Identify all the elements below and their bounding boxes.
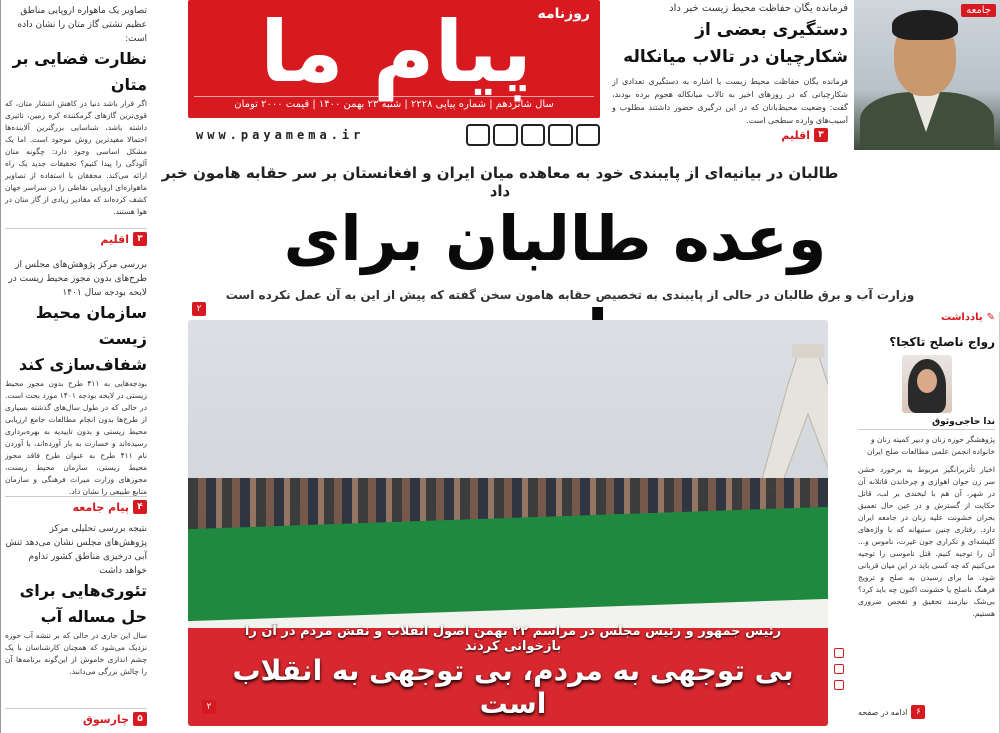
opinion-body: اخبار تأثربرانگیز مربوط به برخورد خشن سر زن جوان اهوازی و چرخاندن قاتلانه آن در شهر، آن هم با لبخندی بر لب، قاتل حکایت از گسترش و در عین حال تعمیق بحران خشونت علیه زنان در جامعه ایران دارد. رفتاری چنین ستیهانه که با واژه‌های کلیشه‌ای و تکراری جون غیرت، ناموس و... آن را توجیه کنیم. قتل ناموسی را توجیه می‌کنیم که چه کسی باید در این میان قربانی شود. ما برای رسیدن به صلح و ترویج فرهنگ ناصلح یا خشونت اکنون چه باید کرد؟ بی‌شک نیازمند تحقیق و تفحص ضروری هستیم.: [858, 465, 995, 618]
page-number-badge: ۵: [133, 712, 147, 726]
photo-headline[interactable]: بی توجهی به مردم، بی توجهی به انقلاب است: [232, 654, 794, 720]
page-number-badge: ۲: [202, 700, 216, 714]
main-photo-rally[interactable]: [188, 320, 828, 726]
page-number-badge: ۴: [133, 500, 147, 514]
section-tag-label: چارسوق: [83, 712, 129, 726]
face-shape: [917, 369, 937, 393]
opinion-kicker-label: یادداشت: [940, 312, 983, 323]
section-tag-eqlim[interactable]: [5, 228, 147, 246]
main-headline[interactable]: وعده طالبان برای: [283, 202, 827, 275]
decor-mark: [834, 648, 844, 658]
website-url[interactable]: www.payamema.ir: [196, 128, 365, 142]
logo-block: [466, 124, 490, 146]
page-number-badge: ۶: [911, 705, 925, 719]
headline-subhead: وزارت آب و برق طالبان در حالی از پایبندی به تخصیص حقابه هامون سخن گفته که پیش از این به آن عمل نکرده است: [225, 288, 915, 302]
author-name: ندا حاجی‌وثوق: [858, 417, 995, 430]
photo-page-badge: [202, 694, 216, 714]
opinion-kicker: [858, 312, 995, 323]
section-tag-charsough[interactable]: [5, 708, 147, 726]
story-body: بودجه‌هایی به ۴۱۱ طرح بدون مجوز محیط زیستی در لایحه بودجه ۱۴۰۱ مورد بحث است. در حالی که در طول سال‌های گذشته بسیاری از طرح‌ها بدون انجام مطالعات جامع ارزیابی محیط زیستی و بدون تاییدیه به بهره‌برداری رسیده‌اند و خسارت به بار آورده‌اند، با آوردن نام ۴۱۱ طرح به عنوان طرح فاقد مجوز محیط زیستی، سازمان محیط زیست، مجوزهای وزارت میراث فرهنگی و سازمان منابع طبیعی را نشان داد.: [5, 379, 147, 496]
headline-kicker: طالبان در بیانیه‌ای از پایبندی خود به معاهده میان ایران و افغانستان بر سر حقابه هامون خبر داد: [161, 164, 839, 200]
left-column: [0, 0, 152, 733]
continue-link[interactable]: [858, 705, 925, 719]
left-story-water[interactable]: [5, 522, 147, 678]
opinion-title[interactable]: رواج ناصلح تاکجا؟: [889, 335, 995, 349]
story-body: اگر قرار باشد دنیا در کاهش انتشار متان، که قوی‌ترین گازهای گرمکننده کره زمین، تاثیری داشته باشد، شناسایی بزرگترین آلاینده‌ها احتمالا مفیدترین روش موجود است. اما یک مشکل اساسی وجود دارد: چگونه متان آلودگی را پیدا کنیم؟ تحقیقات جدید یک راه ارائه می‌کند. محققان با استفاده از تصاویر ماهواره‌ای اروپایی نقاطی را در سراسر جهان کشف کرده‌اند که مقادیر زیادی از گاز متان در هوا هستند.: [5, 99, 147, 216]
decor-mark: [834, 680, 844, 690]
story-body: فرمانده یگان حفاظت محیط زیست با اشاره به دستگیری تعدادی از شکارچیانی که در روزهای اخیر به تالاب میانکاله هجوم برده بودند، گفت: وضعیت محیط‌بانان که در این درگیری حضور داشتند مطلوب و آسیب‌های وارده سطحی است.: [612, 77, 848, 125]
right-column-opinion[interactable]: [854, 312, 1000, 733]
masthead: [188, 0, 600, 118]
top-story-hunters[interactable]: [610, 0, 850, 148]
story-title[interactable]: سازمان محیط زیست شفاف‌سازی کند: [18, 303, 147, 374]
story-body: سال این جاری در حالی که بر تنشه آب حوزه نزدیک می‌شود که همچنان کارشناسان با یک چشم اندازی خاموش از این‌گونه برنامه‌ها آن را چالش بزرگی می‌دانند.: [5, 631, 147, 676]
page-number-badge: ۲: [192, 302, 206, 316]
continue-label: ادامه در صفحه: [858, 707, 908, 717]
note-icon: ✎: [986, 312, 995, 323]
decor-mark: [834, 664, 844, 674]
story-title[interactable]: دستگیری بعضی از شکارچیان در تالاب میانکاله: [623, 20, 848, 67]
headline-page-badge: [192, 296, 206, 316]
left-story-environment[interactable]: [5, 258, 147, 498]
logo-block: [493, 124, 517, 146]
story-title[interactable]: نظارت فضایی بر متان: [12, 49, 147, 94]
newspaper-logo[interactable]: پیام ما: [260, 3, 532, 101]
section-tag-label: پیام جامعه: [72, 500, 129, 514]
story-title[interactable]: تئوری‌هایی برای حل مساله آب: [19, 581, 147, 626]
story-kicker: بررسی مرکز پژوهش‌های مجلس از طرح‌های بدون مجوز محیط زیست در لایحه بودجه سال ۱۴۰۱: [8, 260, 147, 298]
section-tag-payam-jameh[interactable]: [5, 496, 147, 514]
section-tag-label: اقلیم: [781, 128, 810, 142]
section-tag-eqlim[interactable]: [781, 128, 828, 142]
left-story-methane[interactable]: [5, 4, 147, 218]
logo-block: [548, 124, 572, 146]
hair-shape: [892, 10, 958, 40]
issue-info: سال شانزدهم | شماره پیاپی ۲۲۲۸ | شنبه ۲۳ بهمن ۱۴۰۰ | قیمت ۲۰۰۰ تومان: [194, 96, 594, 112]
author-photo: [902, 355, 952, 413]
officer-photo: [854, 0, 1000, 150]
masthead-logo-blocks: [466, 124, 600, 146]
section-logo: جامعه: [961, 4, 996, 17]
masthead-subtitle: روزنامه: [537, 6, 590, 22]
azadi-tower-icon: [748, 344, 828, 494]
logo-block: [576, 124, 600, 146]
story-kicker: تصاویر یک ماهواره اروپایی مناطق عظیم نشتی گاز متان را نشان داده است:: [17, 6, 147, 44]
author-role: پژوهشگر حوزه زنان و دبیر کمیته زنان و خانواده انجمن علمی مطالعات صلح ایران: [866, 435, 995, 456]
logo-block: [521, 124, 545, 146]
story-kicker: فرمانده یگان حفاظت محیط زیست خبر داد: [669, 3, 848, 14]
story-kicker: نتیجه بررسی تحلیلی مرکز پژوهش‌های مجلس نشان می‌دهد تنش آبی درخیزی مناطق کشور تداوم خواهد داشت: [5, 524, 147, 576]
section-tag-label: اقلیم: [100, 232, 129, 246]
page-number-badge: ۳: [133, 232, 147, 246]
photo-caption: رئیس جمهور و رئیس مجلس در مراسم ۲۲ بهمن اصول انقلاب و نقش مردم در آن را بازخوانی کردند: [244, 624, 782, 654]
gutter-marks: [830, 648, 848, 728]
page-number-badge: ۳: [814, 128, 828, 142]
